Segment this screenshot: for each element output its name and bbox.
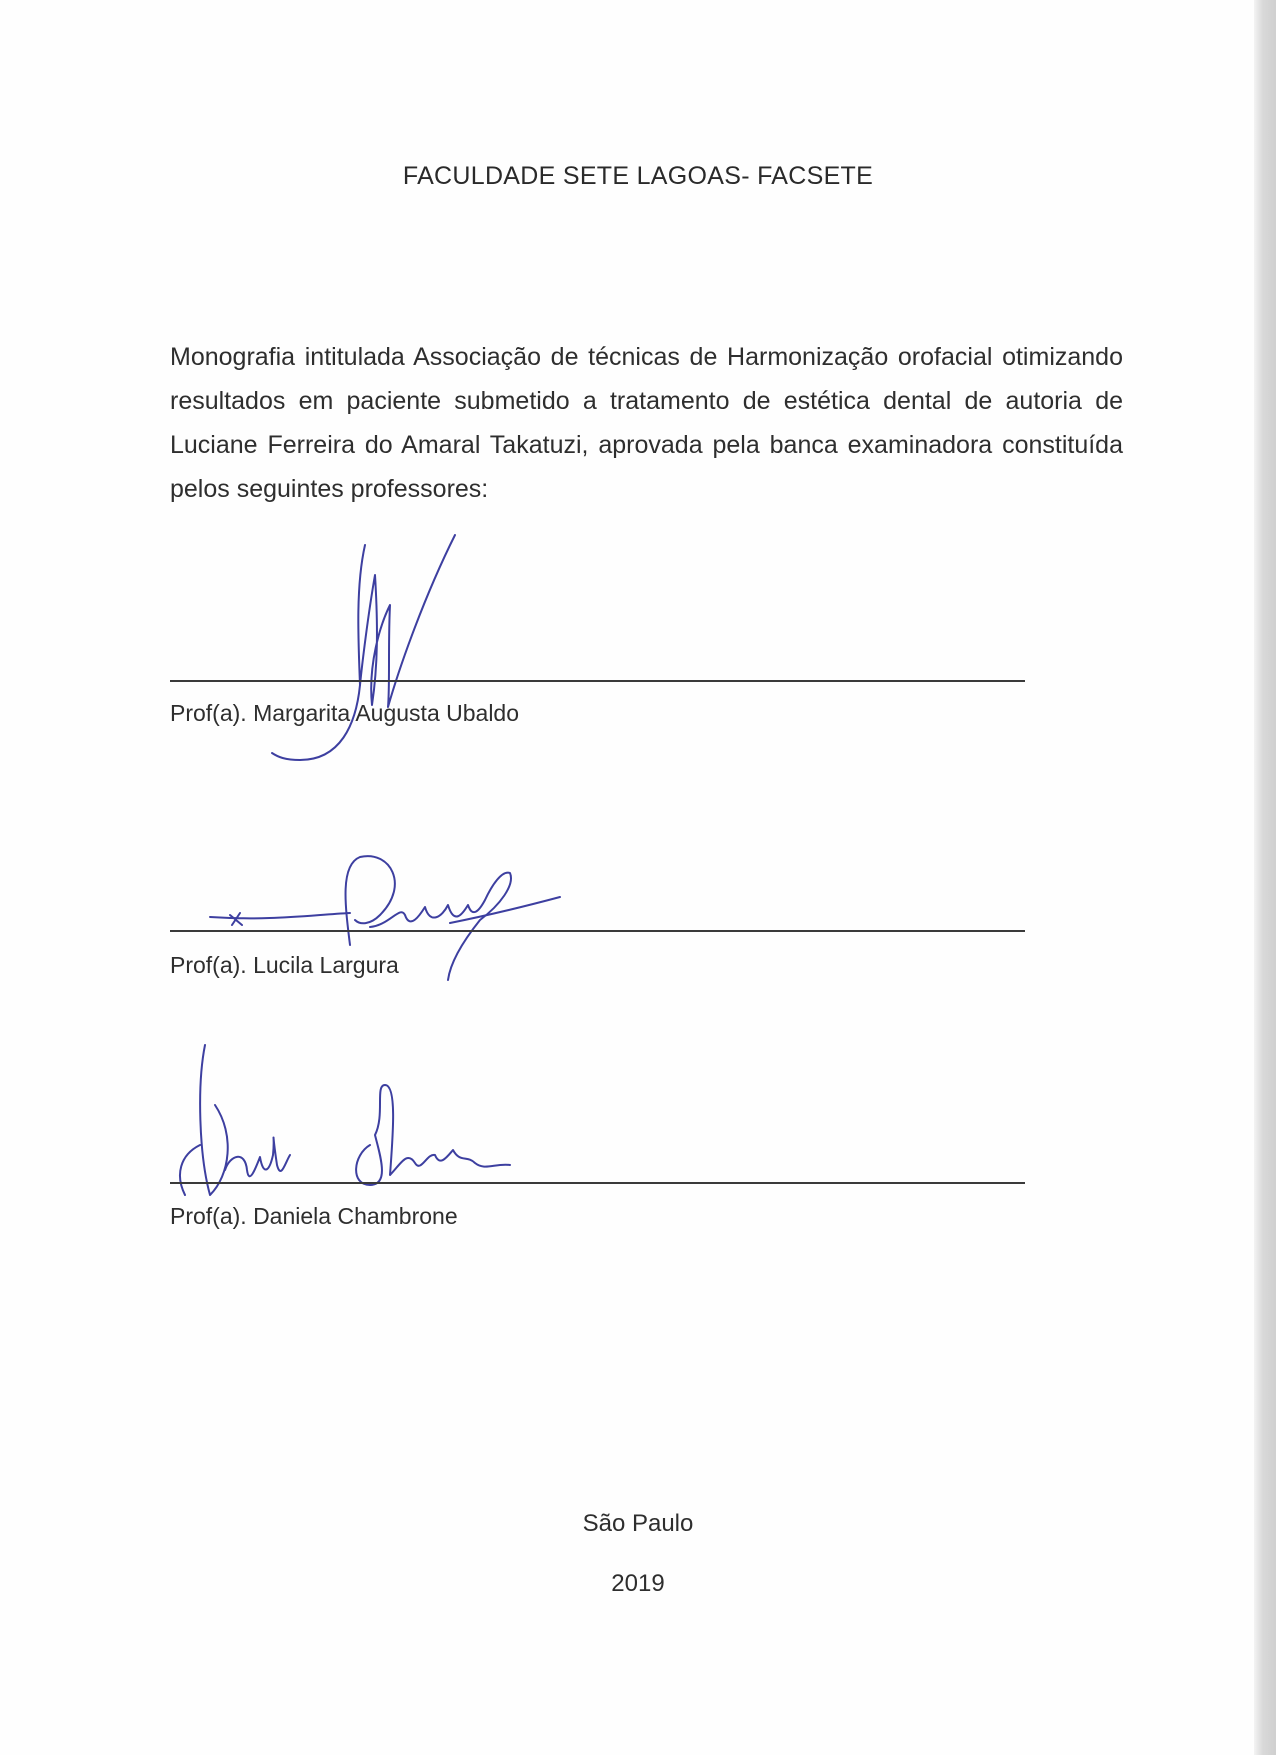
signature-block-3	[170, 1040, 1025, 1229]
scan-edge	[1254, 0, 1276, 1755]
signature-line-1	[170, 680, 1025, 682]
approval-paragraph: Monografia intitulada Associação de técnicas de Harmonização orofacial otimizando resultados em paciente submetido a tratamento de estética dental de autoria de Luciane Ferreira do Amaral Takatuzi, aprovada pela banca examinadora constituída pelos seguintes professores:	[170, 343, 1123, 503]
examiner-name-1: Prof(a). Margarita Augusta Ubaldo	[170, 700, 520, 726]
handwritten-signature-3	[175, 1045, 515, 1205]
city-label: São Paulo	[582, 1510, 694, 1537]
signature-line-2	[170, 930, 1025, 932]
signature-block-1	[170, 530, 1025, 750]
examiner-name-2: Prof(a). Lucila Largura	[170, 952, 399, 978]
signature-block-2	[170, 835, 1025, 1005]
year-label: 2019	[611, 1570, 665, 1597]
signature-line-3	[170, 1182, 1025, 1184]
institution-title: FACULDADE SETE LAGOAS- FACSETE	[402, 162, 874, 190]
handwritten-signature-1	[260, 545, 500, 785]
examiner-name-3: Prof(a). Daniela Chambrone	[170, 1203, 458, 1229]
